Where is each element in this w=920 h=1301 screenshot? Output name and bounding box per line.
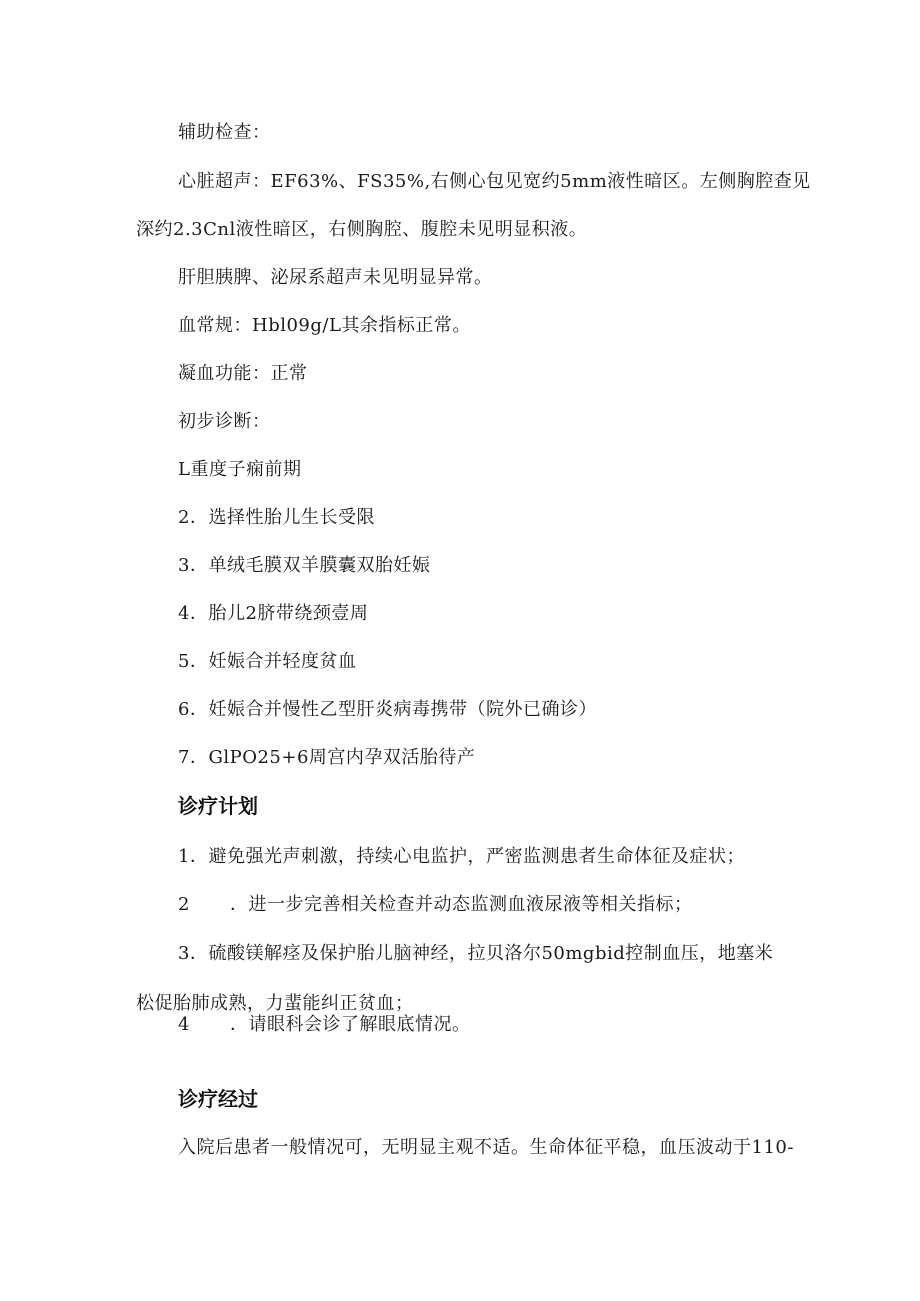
diagnosis-item: L重度子痫前期 (178, 459, 302, 480)
diagnosis-item: 7．GlPO25+6周宫内孕双活胎待产 (178, 747, 476, 768)
diagnosis-item: 5．妊娠合并轻度贫血 (178, 651, 357, 672)
plan-item-4 (178, 1013, 470, 1037)
diagnosis-item: 2．选择性胎儿生长受限 (178, 507, 375, 528)
echo-line-2: 深约2.3Cnl液性暗区，右侧胸腔、腹腔未见明显积液。 (136, 219, 588, 240)
diagnosis-item: 3．单绒毛膜双羊膜囊双胎妊娠 (178, 555, 431, 576)
plan-item-4-text: ．请眼科会诊了解眼底情况。 (229, 1014, 471, 1035)
course-line-1: 入院后患者一般情况可，无明显主观不适。生命体征平稳，血压波动于110- (178, 1137, 794, 1158)
diagnosis-item: 4．胎儿2脐带绕颈壹周 (178, 603, 369, 624)
plan-item-1: 1．避免强光声刺激，持续心电监护，严密监测患者生命体征及症状； (178, 846, 745, 867)
plan-item-4-number: 4 (178, 1014, 190, 1035)
coagulation: 凝血功能：正常 (178, 363, 308, 384)
echo-line-1: 心脏超声：EF63%、FS35%,右侧心包见宽约5mm液性暗区。左侧胸腔查见 (178, 171, 811, 192)
liver-ultrasound: 肝胆胰脾、泌尿系超声未见明显异常。 (178, 267, 493, 288)
diagnosis-title: 初步诊断： (178, 411, 271, 432)
course-heading: 诊疗经过 (178, 1087, 258, 1111)
aux-exam-title: 辅助检查： (178, 122, 271, 143)
plan-item-2-number: 2 (178, 894, 190, 915)
diagnosis-item: 6．妊娠合并慢性乙型肝炎病毒携带（院外已确诊） (178, 699, 597, 720)
plan-heading: 诊疗计划 (178, 794, 258, 818)
plan-item-3-line-1: 3．硫酸镁解痉及保护胎儿脑神经，拉贝洛尔50mgbid控制血压，地塞米 (178, 943, 774, 964)
plan-item-2 (178, 893, 692, 917)
blood-routine: 血常规：Hbl09g/L其余指标正常。 (178, 315, 471, 336)
plan-item-2-text: ．进一步完善相关检查并动态监测血液尿液等相关指标； (229, 894, 693, 915)
plan-item-3-line-2: 松促胎肺成熟，力蜚能纠正贫血； (136, 993, 414, 1014)
